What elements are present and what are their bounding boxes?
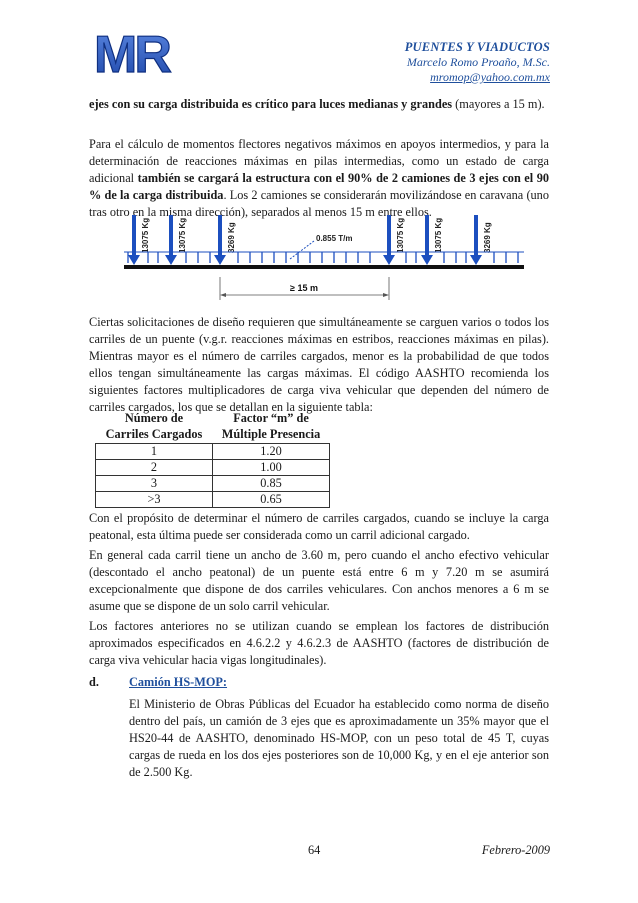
table-row xyxy=(96,460,330,476)
footer-date: Febrero-2009 xyxy=(481,843,550,857)
truck-load-diagram xyxy=(124,215,534,305)
paragraph-2 xyxy=(89,136,549,221)
table-cell-factor: 0.85 xyxy=(213,476,330,492)
paragraph-1-bold: ejes con su carga distribuida es crítico para luces medianas y grandes xyxy=(89,97,453,111)
table-header-factor xyxy=(213,409,330,444)
beam xyxy=(124,265,524,269)
table-cell-lanes: 3 xyxy=(96,476,213,492)
header-author: Marcelo Romo Proaño, M.Sc. xyxy=(406,55,550,69)
paragraph-4: Con el propósito de determinar el número de carriles cargados, cuando se incluye la carga peatonal, esta última puede ser considerada como un carril adicional cargado. xyxy=(89,511,549,542)
logo-text: MR xyxy=(94,28,169,76)
section-title: Camión HS-MOP: xyxy=(129,675,228,689)
paragraph-3: Ciertas solicitaciones de diseño requieren que simultáneamente se carguen varios o todos los carriles de un puente (v.g.r. reacciones máximas en estribos, reacciones máximas en pilas). Mientras mayor es el número de carriles cargados, menor es la probabilidad de que todos ellos tengan simultáneamente las cargas máximas. El código AASHTO recomienda los siguientes factores multiplicadores de carga viva vehicular que dependen del número de carriles cargados, los que se detallan en la siguiente tabla: xyxy=(89,315,549,414)
table-row xyxy=(96,444,330,460)
header-email[interactable]: mromop@yahoo.com.mx xyxy=(430,70,550,84)
section-letter: d. xyxy=(89,675,99,689)
load-label-2: 13075 Kg xyxy=(178,217,187,253)
paragraph-5: En general cada carril tiene un ancho de 3.60 m, pero cuando el ancho efectivo vehicular (descontado el ancho peatonal) de un puente está entre 6 m y 7.20 m se asumirá excepcionalmente que dispone de dos carriles vehiculares. Con anchos menores a 6 m se asume que se dispone de un solo carril vehicular. xyxy=(89,548,549,613)
spacing-dimension xyxy=(220,277,389,300)
concentrated-load-5 xyxy=(421,215,443,265)
paragraph-2-bold: también se cargará la estructura con el 90% de 2 camiones de 3 ejes con el 90 % de la carga distribuida xyxy=(89,171,549,202)
section-heading xyxy=(89,675,228,690)
load-label-4: 13075 Kg xyxy=(396,217,405,253)
table-row xyxy=(96,492,330,508)
paragraph-6: Los factores anteriores no se utilizan cuando se emplean los factores de distribución aproximados especificados en 4.6.2.2 y 4.6.2.3 de AASHTO (factores de distribución de carga viva vehicular hacia vigas longitudinales). xyxy=(89,619,549,667)
paragraph-2-text-a: Para el cálculo de momentos flectores negativos máximos en apoyos intermedios, y para la determinación de reacciones máximas en pilas intermedias, como un estado de carga adicional xyxy=(89,137,549,185)
table-header-lanes xyxy=(96,409,213,444)
load-label-5: 13075 Kg xyxy=(434,217,443,253)
concentrated-load-1 xyxy=(128,215,150,265)
table-cell-lanes: 1 xyxy=(96,444,213,460)
table-cell-factor: 1.20 xyxy=(213,444,330,460)
concentrated-load-4 xyxy=(383,215,405,265)
paragraph-1-rest: (mayores a 15 m). xyxy=(452,97,545,111)
spacing-label: ≥ 15 m xyxy=(290,283,318,293)
distributed-load-label: 0.855 T/m xyxy=(316,234,353,243)
paragraph-2-text-b: . Los 2 camiones se considerarán movilizándose en caravana (uno tras otro en la misma dirección), separados al menos 15 m entre ellos. xyxy=(89,188,549,219)
table-cell-lanes: 2 xyxy=(96,460,213,476)
header-factor-line-1: Factor “m” de xyxy=(233,411,309,425)
table-row xyxy=(96,476,330,492)
load-label-6: 3269 Kg xyxy=(483,222,492,253)
header-title: PUENTES Y VIADUCTOS xyxy=(404,40,550,54)
concentrated-load-3 xyxy=(214,215,236,265)
page-number: 64 xyxy=(308,843,321,857)
header-lanes-line-2: Carriles Cargados xyxy=(105,427,203,441)
multiple-presence-table xyxy=(95,409,330,508)
paragraph-1 xyxy=(89,96,549,113)
header-factor-line-2: Múltiple Presencia xyxy=(221,427,321,441)
section-body: El Ministerio de Obras Públicas del Ecuador ha establecido como norma de diseño dentro del país, un camión de 3 ejes que es aproximadamente un 35% mayor que el HS20-44 de AASHTO, denominado HS-MOP, con un peso total de 45 T, cuyas cargas de rueda en los dos ejes posteriores son de 10,000 Kg, y en el eje anterior son de 2.500 Kg. xyxy=(129,697,549,779)
load-label-3: 3269 Kg xyxy=(227,222,236,253)
table-cell-factor: 1.00 xyxy=(213,460,330,476)
table-cell-lanes: >3 xyxy=(96,492,213,508)
table-cell-factor: 0.65 xyxy=(213,492,330,508)
header-lanes-line-1: Número de xyxy=(124,411,184,425)
page-header xyxy=(405,40,550,85)
mr-logo xyxy=(92,28,174,76)
concentrated-load-2 xyxy=(165,215,187,265)
concentrated-load-6 xyxy=(470,215,492,265)
load-label-1: 13075 Kg xyxy=(141,217,150,253)
